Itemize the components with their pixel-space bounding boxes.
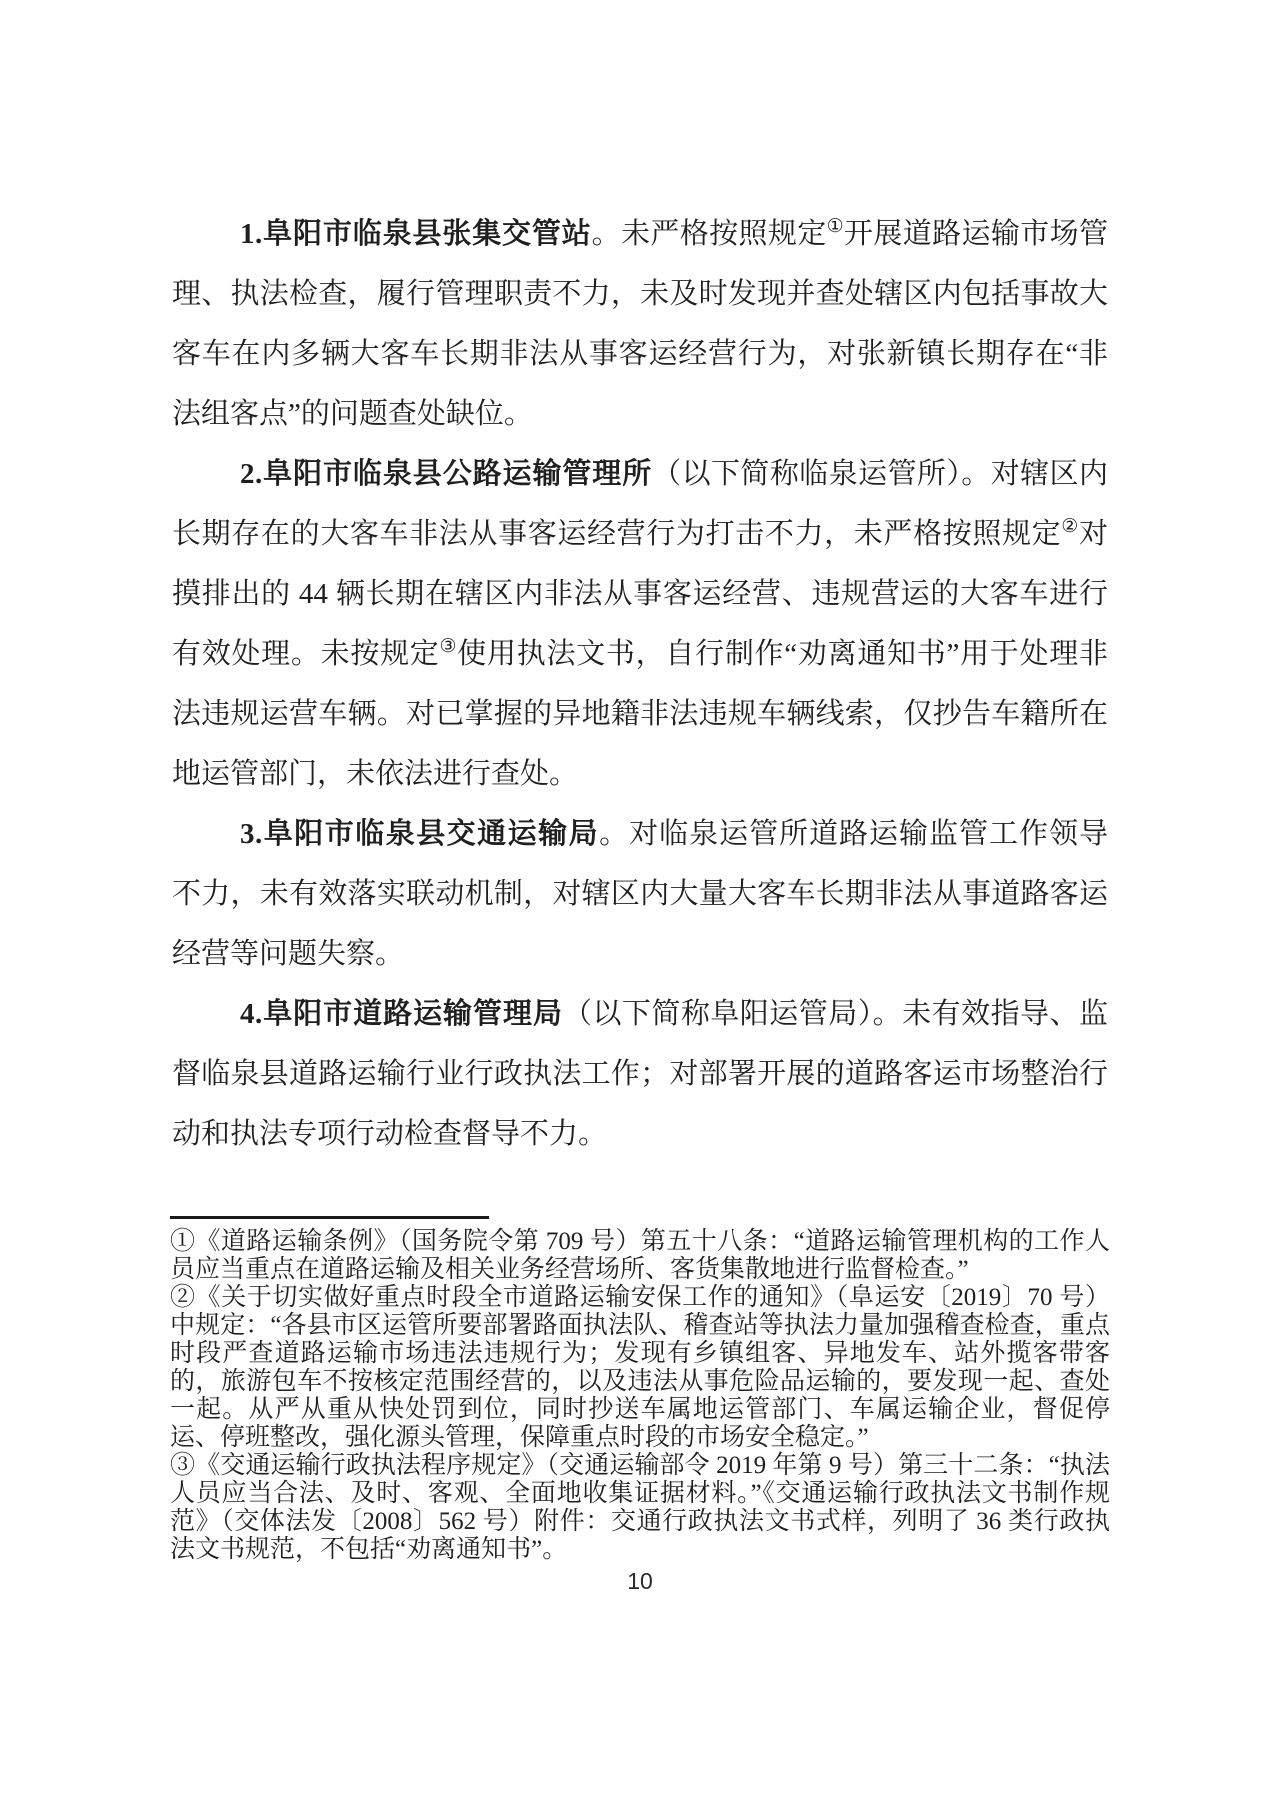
paragraph-1-text-b: 开展道路运输市场管理、执法检查，履行管理职责不力，未及时发现并查处辖区内包括事故大客车在内多辆大客车长期非法从事客运经营行为，对张新镇长期存在“非法组客点”的问题查处缺位。 bbox=[172, 218, 1108, 430]
footnote-ref-2: ② bbox=[1061, 516, 1079, 537]
paragraph-3 bbox=[172, 804, 1108, 984]
paragraph-2-text-a: （以下简称临泉运管所）。对辖区内长期存在的大客车非法从事客运经营行为打击不力，未严格按照规定 bbox=[172, 458, 1108, 550]
footnote-3-marker: ③ bbox=[170, 1452, 196, 1479]
footnote-ref-3: ③ bbox=[439, 636, 458, 657]
paragraph-3-heading: 3.阜阳市临泉县交通运输局 bbox=[240, 818, 600, 850]
page-number: 10 bbox=[627, 1568, 653, 1594]
paragraph-2 bbox=[172, 444, 1108, 804]
paragraph-2-text-b: 对摸排出的 44 辆长期在辖区内非法从事客运经营、违规营运的大客车进行有效处理。未按规定 bbox=[172, 518, 1108, 670]
paragraph-4-heading: 4.阜阳市道路运输管理局 bbox=[240, 998, 563, 1030]
paragraph-1-text-a: 。未严格按照规定 bbox=[591, 218, 827, 250]
footnote-3-text: 《交通运输行政执法程序规定》（交通运输部令 2019 年第 9 号）第三十二条：“执法人员应当合法、及时、客观、全面地收集证据材料。”《交通运输行政执法文书制作规范》（交体法发〔2008〕562 号）附件：交通行政执法文书式样，列明了 36 类行政执法文书规范，不包括“劝离通知书”。 bbox=[170, 1452, 1110, 1563]
paragraph-3-text-a: 。对临泉运管所道路运输监管工作领导不力，未有效落实联动机制，对辖区内大量大客车长期非法从事道路客运经营等问题失察。 bbox=[172, 818, 1108, 970]
footnote-2 bbox=[170, 1284, 1110, 1452]
footnote-ref-1: ① bbox=[826, 216, 845, 237]
footnote-3 bbox=[170, 1452, 1110, 1564]
paragraph-1 bbox=[172, 204, 1108, 444]
body-text bbox=[172, 204, 1108, 1164]
paragraph-2-heading: 2.阜阳市临泉县公路运输管理所 bbox=[240, 458, 653, 490]
paragraph-2-text-c: 使用执法文书，自行制作“劝离通知书”用于处理非法违规运营车辆。对已掌握的异地籍非法违规车辆线索，仅抄告车籍所在地运管部门，未依法进行查处。 bbox=[172, 638, 1108, 790]
footnote-separator bbox=[170, 1216, 489, 1219]
footnote-2-marker: ② bbox=[170, 1284, 196, 1311]
footnote-1 bbox=[170, 1228, 1110, 1284]
footnote-1-marker: ① bbox=[170, 1228, 196, 1255]
footnote-1-text: 《道路运输条例》（国务院令第 709 号）第五十八条：“道路运输管理机构的工作人员应当重点在道路运输及相关业务经营场所、客货集散地进行监督检查。” bbox=[170, 1228, 1110, 1283]
footnotes bbox=[170, 1228, 1110, 1564]
paragraph-4-text-a: （以下简称阜阳运管局）。未有效指导、监督临泉县道路运输行业行政执法工作；对部署开展的道路客运市场整治行动和执法专项行动检查督导不力。 bbox=[172, 998, 1108, 1150]
footnote-2-text: 《关于切实做好重点时段全市道路运输安保工作的通知》（阜运安〔2019〕70 号）中规定：“各县市区运管所要部署路面执法队、稽查站等执法力量加强稽查检查，重点时段严查道路运输市场违法违规行为；发现有乡镇组客、异地发车、站外揽客带客的，旅游包车不按核定范围经营的，以及违法从事危险品运输的，要发现一起、查处一起。从严从重从快处罚到位，同时抄送车属地运管部门、车属运输企业，督促停运、停班整改，强化源头管理，保障重点时段的市场安全稳定。” bbox=[170, 1284, 1110, 1451]
paragraph-4 bbox=[172, 984, 1108, 1164]
paragraph-1-heading: 1.阜阳市临泉县张集交管站 bbox=[240, 218, 592, 250]
